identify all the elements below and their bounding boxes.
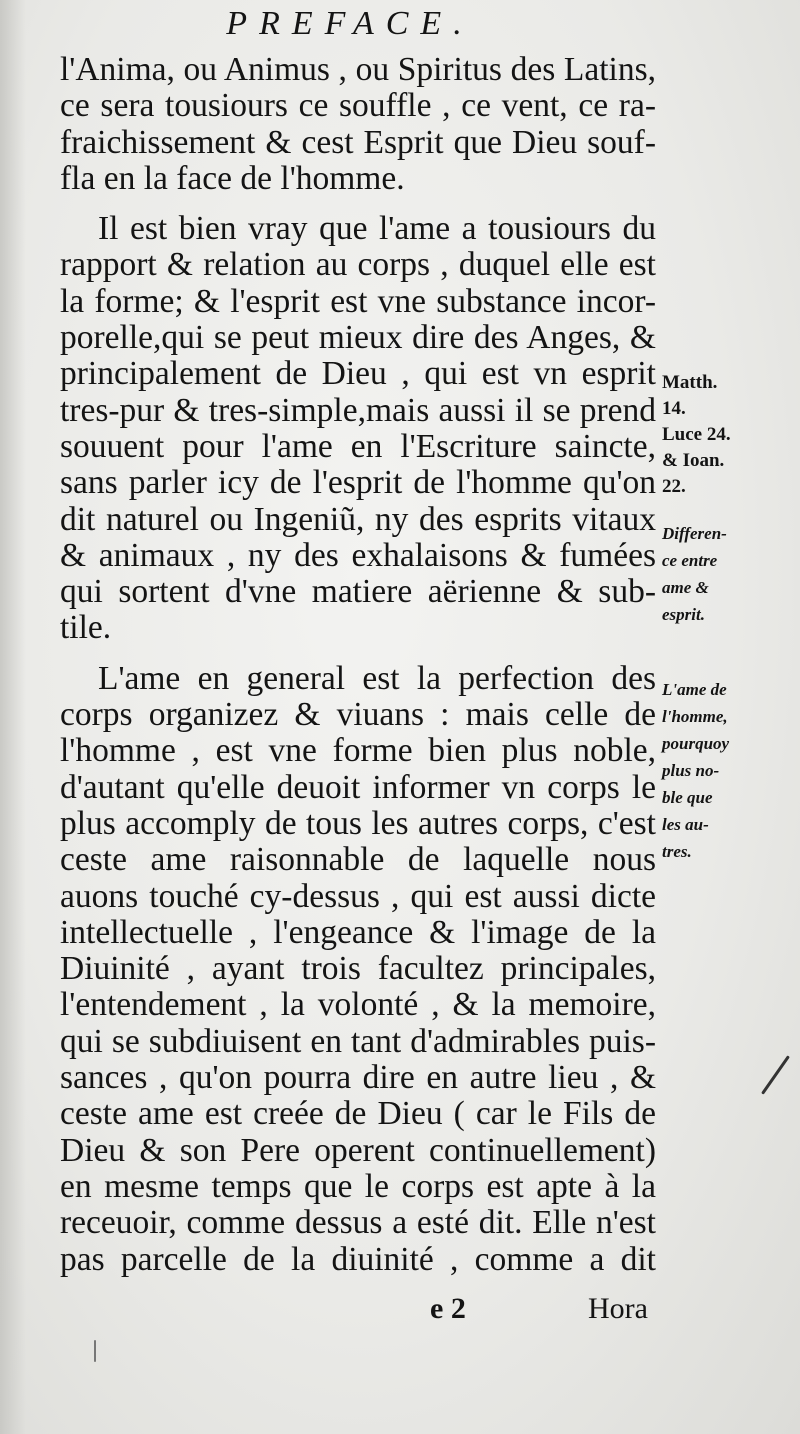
- margin-note-ame-homme: [662, 676, 798, 865]
- margin-note-line: plus no-: [662, 761, 720, 780]
- text-line: qui se subdiuisent en tant d'admirables puis-: [60, 1022, 656, 1060]
- margin-note-line: ble que: [662, 788, 713, 807]
- text-line: l'entendement , la volonté , & la memoire,: [60, 986, 656, 1024]
- margin-note-line: 22.: [662, 476, 686, 497]
- margin-note-line: esprit.: [662, 605, 705, 624]
- margin-note-line: l'homme,: [662, 707, 728, 726]
- margin-note-line: L'ame de: [662, 680, 727, 699]
- text-line: ce sera tousiours ce souffle , ce vent, ce ra-: [60, 87, 656, 125]
- text-line: plus accomply de tous les autres corps, c'est: [60, 804, 656, 842]
- text-line: auons touché cy-dessus , qui est aussi dicte: [60, 877, 656, 915]
- margin-note-line: Luce 24.: [662, 424, 731, 445]
- text-line: L'ame en general est la perfection des: [98, 659, 656, 697]
- margin-note-citations: [662, 370, 798, 500]
- text-line: pas parcelle de la diuinité , comme a dit: [60, 1240, 656, 1278]
- ink-mark: [94, 1340, 96, 1362]
- margin-note-line: & Ioan.: [662, 450, 725, 471]
- text-line: l'Anima, ou Animus , ou Spiritus des Latins,: [60, 51, 656, 88]
- text-line: souuent pour l'ame en l'Escriture saincte,: [60, 427, 656, 465]
- running-header: PREFACE.: [226, 5, 474, 42]
- text-line: porelle,qui se peut mieux dire des Anges, &: [60, 319, 656, 357]
- margin-note-line: ce entre: [662, 551, 718, 570]
- margin-note-line: pourquoy: [662, 734, 730, 753]
- text-line: en mesme temps que le corps est apte à la: [60, 1167, 656, 1205]
- margin-note-difference: [662, 520, 798, 628]
- text-line: tile.: [60, 609, 112, 647]
- margin-note-line: Differen-: [662, 524, 727, 543]
- page-footer: [0, 1292, 800, 1332]
- page-gutter-shadow: [0, 0, 26, 1434]
- text-line: sans parler icy de l'esprit de l'homme qu'on: [60, 464, 656, 502]
- text-line: corps organizez & viuans : mais celle de: [60, 696, 656, 734]
- margin-note-line: ame &: [662, 578, 709, 597]
- signature-mark: e 2: [430, 1292, 466, 1325]
- text-line: intellectuelle , l'engeance & l'image de la: [60, 913, 656, 951]
- text-line: d'autant qu'elle deuoit informer vn corps le: [60, 768, 656, 806]
- text-line: qui sortent d'vne matiere aërienne & sub-: [60, 573, 656, 611]
- body-text: [60, 52, 656, 1278]
- text-line: l'homme , est vne forme bien plus noble,: [60, 732, 656, 770]
- catchword: Hora: [588, 1292, 648, 1325]
- text-line: sances , qu'on pourra dire en autre lieu , &: [60, 1059, 656, 1097]
- margin-note-line: 14.: [662, 398, 686, 419]
- text-line: la forme; & l'esprit est vne substance incor-: [60, 282, 656, 320]
- text-line: ceste ame raisonnable de laquelle nous: [60, 841, 656, 879]
- text-line: receuoir, comme dessus a esté dit. Elle n'est: [60, 1204, 656, 1242]
- ink-mark: [761, 1055, 790, 1094]
- margin-note-line: les au-: [662, 815, 709, 834]
- text-line: ceste ame est creée de Dieu ( car le Fils de: [60, 1095, 656, 1133]
- text-line: tres-pur & tres-simple,mais aussi il se prend: [60, 391, 656, 429]
- text-line: fla en la face de l'homme.: [60, 159, 405, 197]
- text-line: dit naturel ou Ingeniũ, ny des esprits vitaux: [60, 500, 656, 538]
- text-line: principalement de Dieu , qui est vn esprit: [60, 355, 656, 393]
- text-line: Dieu & son Pere operent continuellement): [60, 1131, 656, 1169]
- text-line: & animaux , ny des exhalaisons & fumées: [60, 536, 656, 574]
- text-line: rapport & relation au corps , duquel elle est: [60, 246, 656, 284]
- text-line: Diuinité , ayant trois facultez principales,: [60, 950, 656, 988]
- margin-note-line: Matth.: [662, 372, 718, 393]
- margin-note-line: tres.: [662, 842, 692, 861]
- text-line: Il est bien vray que l'ame a tousiours du: [98, 210, 656, 248]
- text-line: fraichissement & cest Esprit que Dieu souf-: [60, 123, 656, 161]
